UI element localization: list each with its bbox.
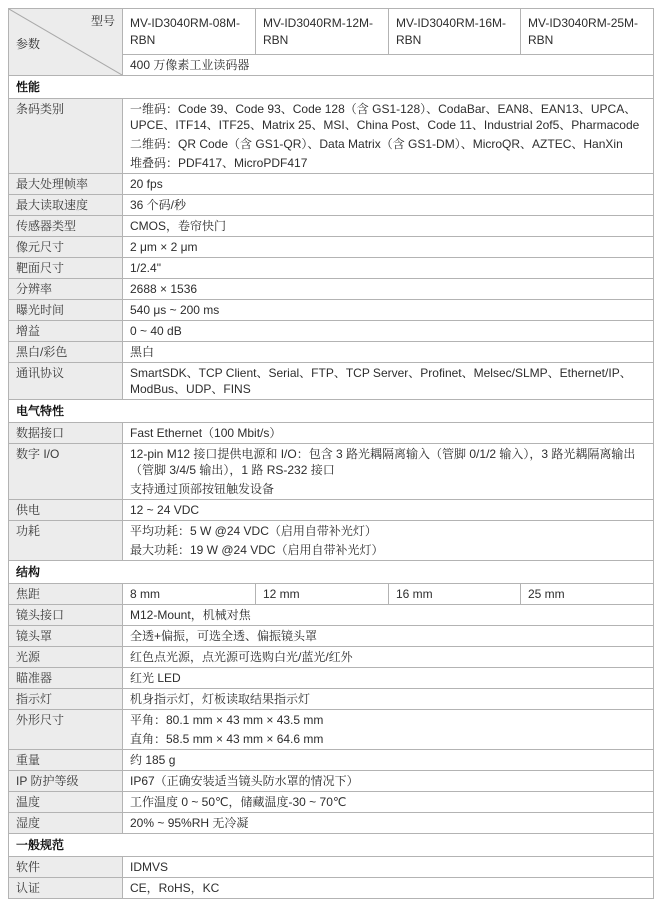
row-value: 0 ~ 40 dB xyxy=(123,321,654,342)
row-value: 红色点光源，点光源可选购白光/蓝光/红外 xyxy=(123,647,654,668)
row-label: 指示灯 xyxy=(9,689,123,710)
row-value xyxy=(123,710,654,750)
row-label: 镜头接口 xyxy=(9,605,123,626)
product-subtitle: 400 万像素工业读码器 xyxy=(123,55,654,76)
row-value: 1/2.4" xyxy=(123,258,654,279)
value-line: 支持通过顶部按钮触发设备 xyxy=(130,482,275,496)
row-label: 湿度 xyxy=(9,813,123,834)
row-value xyxy=(123,521,654,561)
row-label: 焦距 xyxy=(9,584,123,605)
focal-value: 8 mm xyxy=(123,584,256,605)
row-label: 功耗 xyxy=(9,521,123,561)
row-value: 机身指示灯，灯板读取结果指示灯 xyxy=(123,689,654,710)
row-label: 增益 xyxy=(9,321,123,342)
spec-row xyxy=(9,363,654,400)
spec-row xyxy=(9,444,654,500)
section-title-performance: 性能 xyxy=(9,76,654,99)
row-label: 外形尺寸 xyxy=(9,710,123,750)
row-value: 工作温度 0 ~ 50℃，储藏温度-30 ~ 70℃ xyxy=(123,792,654,813)
spec-row xyxy=(9,195,654,216)
spec-row xyxy=(9,258,654,279)
row-label: 温度 xyxy=(9,792,123,813)
row-label: 曝光时间 xyxy=(9,300,123,321)
row-label: 靶面尺寸 xyxy=(9,258,123,279)
spec-row xyxy=(9,750,654,771)
value-line: 平均功耗：5 W @24 VDC（启用自带补光灯） xyxy=(130,524,377,538)
focal-value: 25 mm xyxy=(521,584,654,605)
value-line: 二维码：QR Code（含 GS1-QR）、Data Matrix（含 GS1-DM）、MicroQR、AZTEC、HanXin xyxy=(130,137,623,151)
spec-row xyxy=(9,174,654,195)
spec-row xyxy=(9,605,654,626)
section-row xyxy=(9,561,654,584)
corner-cell xyxy=(9,9,123,76)
row-value: 12 ~ 24 VDC xyxy=(123,500,654,521)
corner-model-label: 型号 xyxy=(90,14,115,28)
row-label: 镜头罩 xyxy=(9,626,123,647)
model-name: MV-ID3040RM-16M-RBN xyxy=(389,9,521,55)
row-label: 通讯协议 xyxy=(9,363,123,400)
spec-row xyxy=(9,626,654,647)
row-label: 条码类别 xyxy=(9,99,123,174)
value-line: 一维码：Code 39、Code 93、Code 128（含 GS1-128）、CodaBar、EAN8、EAN13、UPCA、UPCE、ITF14、ITF25、Matrix 25、MSI、China Post、Code 11、Industrial 2of5、Pharmacode xyxy=(130,102,640,132)
row-value: 黑白 xyxy=(123,342,654,363)
corner-param-label: 参数 xyxy=(16,37,41,51)
section-title-electrical: 电气特性 xyxy=(9,400,654,423)
spec-row xyxy=(9,300,654,321)
row-value: Fast Ethernet（100 Mbit/s） xyxy=(123,423,654,444)
row-value: 36 个码/秒 xyxy=(123,195,654,216)
spec-row xyxy=(9,321,654,342)
spec-row xyxy=(9,689,654,710)
value-line: 直角：58.5 mm × 43 mm × 64.6 mm xyxy=(130,732,324,746)
spec-row xyxy=(9,279,654,300)
value-line: 最大功耗：19 W @24 VDC（启用自带补光灯） xyxy=(130,543,384,557)
focal-value: 16 mm xyxy=(389,584,521,605)
row-label: 黑白/彩色 xyxy=(9,342,123,363)
spec-row xyxy=(9,500,654,521)
value-line: 堆叠码：PDF417、MicroPDF417 xyxy=(130,156,308,170)
spec-row xyxy=(9,342,654,363)
section-row xyxy=(9,76,654,99)
model-name: MV-ID3040RM-08M-RBN xyxy=(123,9,256,55)
spec-row xyxy=(9,771,654,792)
spec-row xyxy=(9,216,654,237)
row-value: IP67（正确安装适当镜头防水罩的情况下） xyxy=(123,771,654,792)
spec-row xyxy=(9,521,654,561)
spec-row xyxy=(9,584,654,605)
row-value: IDMVS xyxy=(123,857,654,878)
section-title-structure: 结构 xyxy=(9,561,654,584)
spec-row xyxy=(9,237,654,258)
section-row xyxy=(9,400,654,423)
value-line: 12-pin M12 接口提供电源和 I/O：包含 3 路光耦隔离输入（管脚 0/1/2 输入），3 路光耦隔离输出（管脚 3/4/5 输出），1 路 RS-232 接口 xyxy=(130,447,636,477)
section-title-general: 一般规范 xyxy=(9,834,654,857)
spec-row xyxy=(9,668,654,689)
row-label: 数据接口 xyxy=(9,423,123,444)
row-value: CE，RoHS，KC xyxy=(123,878,654,899)
row-value xyxy=(123,444,654,500)
row-label: 软件 xyxy=(9,857,123,878)
row-value: 540 μs ~ 200 ms xyxy=(123,300,654,321)
row-value xyxy=(123,99,654,174)
spec-row xyxy=(9,647,654,668)
row-label: 供电 xyxy=(9,500,123,521)
spec-row xyxy=(9,813,654,834)
row-value: 20% ~ 95%RH 无冷凝 xyxy=(123,813,654,834)
focal-value: 12 mm xyxy=(256,584,389,605)
row-value: 2688 × 1536 xyxy=(123,279,654,300)
corner-diagonal xyxy=(9,9,122,75)
row-value: SmartSDK、TCP Client、Serial、FTP、TCP Server、Profinet、Melsec/SLMP、Ethernet/IP、ModBus、UDP、FINS xyxy=(123,363,654,400)
row-label: IP 防护等级 xyxy=(9,771,123,792)
row-value: 20 fps xyxy=(123,174,654,195)
spec-row xyxy=(9,792,654,813)
model-name: MV-ID3040RM-12M-RBN xyxy=(256,9,389,55)
row-value: 2 μm × 2 μm xyxy=(123,237,654,258)
model-name: MV-ID3040RM-25M-RBN xyxy=(521,9,654,55)
row-label: 最大读取速度 xyxy=(9,195,123,216)
row-label: 数字 I/O xyxy=(9,444,123,500)
spec-row xyxy=(9,857,654,878)
spec-row xyxy=(9,710,654,750)
row-label: 瞄准器 xyxy=(9,668,123,689)
value-line: 平角：80.1 mm × 43 mm × 43.5 mm xyxy=(130,713,324,727)
section-row xyxy=(9,834,654,857)
row-value: CMOS，卷帘快门 xyxy=(123,216,654,237)
row-label: 分辨率 xyxy=(9,279,123,300)
row-value: M12-Mount，机械对焦 xyxy=(123,605,654,626)
row-label: 最大处理帧率 xyxy=(9,174,123,195)
row-label: 认证 xyxy=(9,878,123,899)
spec-row xyxy=(9,423,654,444)
spec-table xyxy=(8,8,654,899)
spec-row xyxy=(9,99,654,174)
row-label: 光源 xyxy=(9,647,123,668)
row-value: 红光 LED xyxy=(123,668,654,689)
spec-row xyxy=(9,878,654,899)
row-label: 像元尺寸 xyxy=(9,237,123,258)
row-value: 全透+偏振，可选全透、偏振镜头罩 xyxy=(123,626,654,647)
model-header-row xyxy=(9,9,654,55)
row-value: 约 185 g xyxy=(123,750,654,771)
row-label: 传感器类型 xyxy=(9,216,123,237)
row-label: 重量 xyxy=(9,750,123,771)
